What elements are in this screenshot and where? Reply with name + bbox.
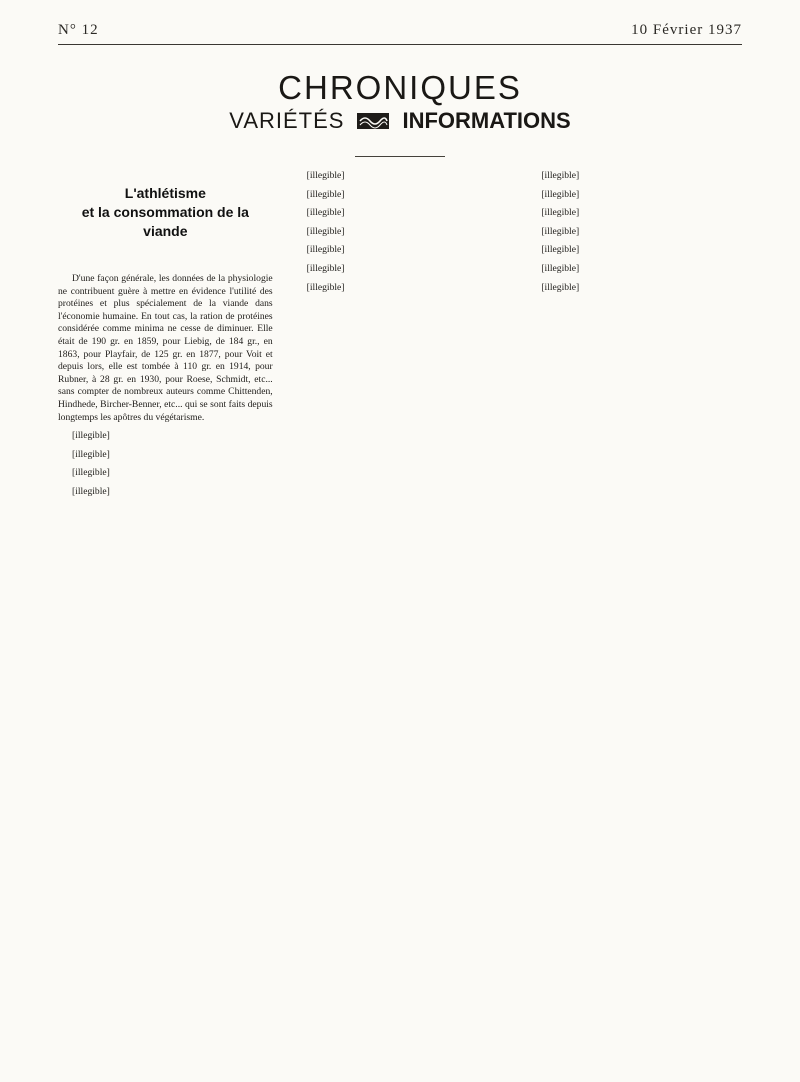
ornament-icon — [356, 112, 390, 130]
paragraph: [illegible] — [541, 244, 580, 256]
masthead-title: CHRONIQUES — [278, 69, 522, 106]
masthead-rule — [355, 156, 445, 157]
paragraph: [illegible] — [72, 485, 110, 497]
paragraph: [illegible] — [72, 448, 110, 460]
paragraph: [illegible] — [306, 281, 345, 293]
issue-number: N° 12 — [58, 22, 99, 38]
article-title — [58, 184, 273, 241]
paragraph: [illegible] — [72, 467, 110, 479]
column-1 — [58, 170, 273, 1056]
paragraph: [illegible] — [541, 170, 580, 181]
column-2 — [293, 170, 508, 1056]
article-title-line-2: et la consommation de la viande — [81, 204, 249, 239]
paragraph: [illegible] — [306, 170, 345, 181]
column-3 — [527, 170, 742, 1056]
paragraph: D'une façon générale, les données de la physiologie ne contribuent guère à mettre en évidence l'utilité des protéines et plus spécialement de la viande dans l'économie humaine. En tout cas, la ration de protéines considérée comme minima ne cesse de diminuer. Elle était de 190 gr. en 1859, pour Liebig, de 184 gr., en 1863, pour Playfair, de 125 gr. en 1877, pour Voit et depuis lors, elle est tombée à 110 gr. en 1914, pour Rubner, à 28 gr. en 1930, pour Roese, Schmidt, etc... sans compter de nombreux auteurs comme Chittenden, Hindhede, Bircher-Benner, etc... qui se sont faits depuis longtemps les apôtres du végétarisme. — [58, 273, 273, 423]
paragraph: [illegible] — [541, 188, 580, 200]
masthead-subtitle-left: VARIÉTÉS — [229, 108, 345, 133]
running-head — [58, 22, 742, 39]
article-title-line-1: L'athlétisme — [124, 185, 206, 201]
masthead-subtitle-right: INFORMATIONS — [402, 108, 571, 133]
paragraph: [illegible] — [306, 262, 345, 274]
paragraph: [illegible] — [541, 262, 580, 274]
paragraph: [illegible] — [72, 430, 110, 442]
paragraph: [illegible] — [541, 225, 580, 237]
paragraph: [illegible] — [306, 188, 345, 200]
paragraph: [illegible] — [306, 225, 345, 237]
masthead-subtitle — [58, 108, 742, 134]
section-masthead — [58, 71, 742, 157]
paragraph: [illegible] — [541, 281, 580, 293]
running-head-rule — [58, 44, 742, 45]
article-columns — [58, 170, 742, 1056]
paragraph: [illegible] — [306, 207, 345, 219]
paragraph: [illegible] — [306, 244, 345, 256]
issue-date: 10 Février 1937 — [631, 22, 742, 38]
paragraph: [illegible] — [541, 207, 580, 219]
